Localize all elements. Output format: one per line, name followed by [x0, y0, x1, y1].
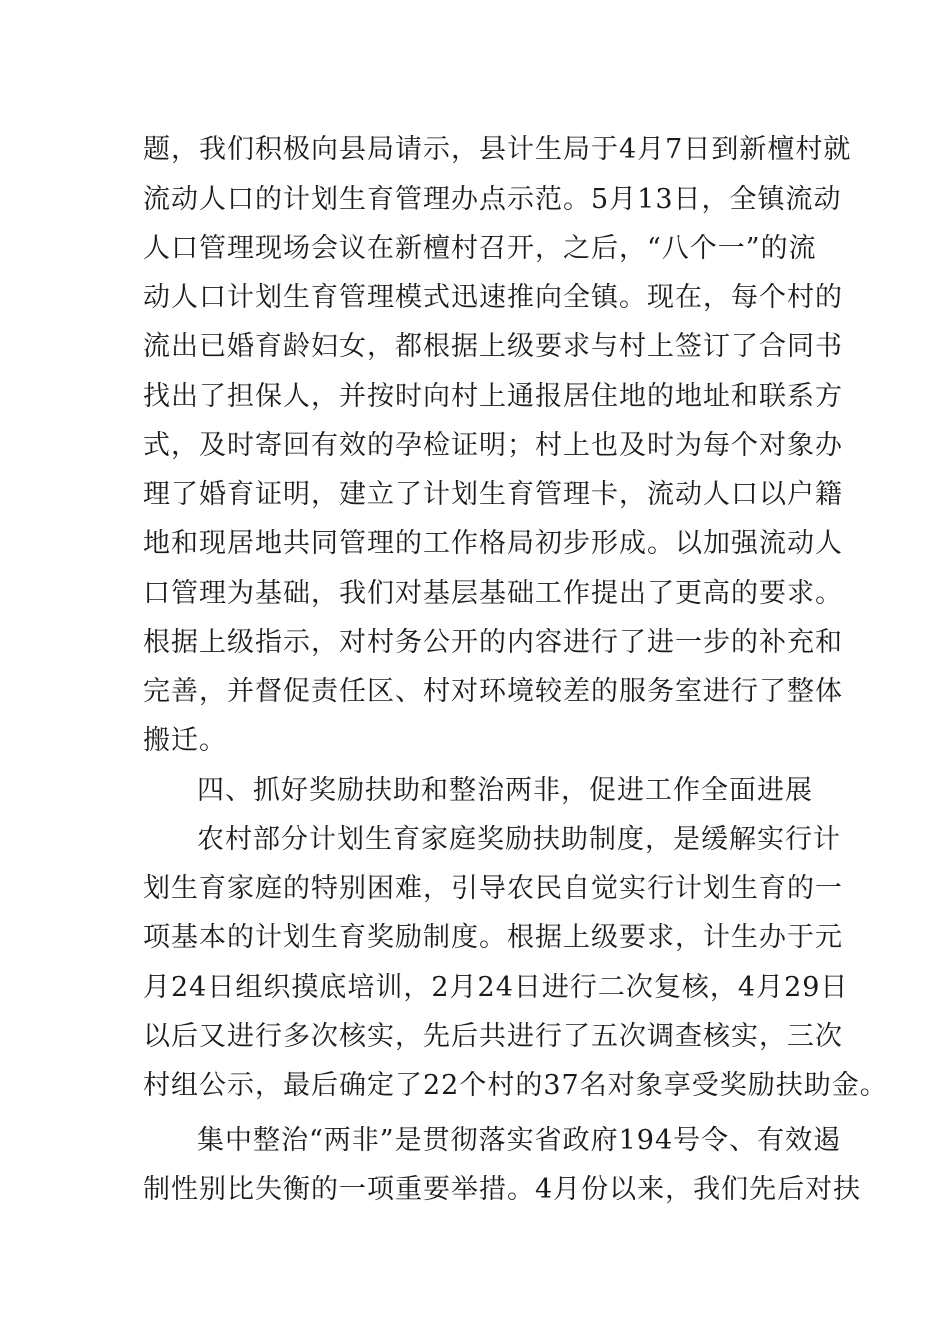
text-line: 月24日组织摸底培训，2月24日进行二次复核，4月29日 — [143, 972, 849, 1003]
text-line: 划生育家庭的特别困难，引导农民自觉实行计划生育的一 — [143, 873, 843, 904]
text-line: 题，我们积极向县局请示，县计生局于4月7日到新檀村就 — [143, 134, 852, 165]
text-line: 流出已婚育龄妇女，都根据上级要求与村上签订了合同书 — [143, 331, 843, 362]
text-line: 以后又进行多次核实，先后共进行了五次调查核实，三次 — [143, 1021, 843, 1052]
text-line: 项基本的计划生育奖励制度。根据上级要求，计生办于元 — [143, 922, 843, 953]
text-line: 找出了担保人，并按时向村上通报居住地的地址和联系方 — [143, 381, 843, 412]
text-line: 理了婚育证明，建立了计划生育管理卡，流动人口以户籍 — [143, 479, 843, 510]
text-line: 制性别比失衡的一项重要举措。4月份以来，我们先后对扶 — [143, 1174, 862, 1205]
text-line: 动人口计划生育管理模式迅速推向全镇。现在，每个村的 — [143, 282, 843, 313]
text-line: 式，及时寄回有效的孕检证明；村上也及时为每个对象办 — [143, 430, 843, 461]
text-line: 人口管理现场会议在新檀村召开，之后，“八个一”的流 — [143, 233, 817, 264]
text-line: 地和现居地共同管理的工作格局初步形成。以加强流动人 — [143, 528, 843, 559]
paragraph-start: 集中整治“两非”是贯彻落实省政府194号令、有效遏 — [197, 1125, 842, 1156]
text-line: 村组公示，最后确定了22个村的37名对象享受奖励扶助金。 — [143, 1070, 888, 1101]
text-line: 完善，并督促责任区、村对环境较差的服务室进行了整体 — [143, 676, 843, 707]
text-line: 搬迁。 — [143, 725, 227, 756]
paragraph-start: 农村部分计划生育家庭奖励扶助制度，是缓解实行计 — [197, 824, 841, 855]
section-heading: 四、抓好奖励扶助和整治两非，促进工作全面进展 — [197, 775, 813, 806]
text-line: 根据上级指示，对村务公开的内容进行了进一步的补充和 — [143, 627, 843, 658]
text-line: 流动人口的计划生育管理办点示范。5月13日，全镇流动 — [143, 184, 842, 215]
text-line: 口管理为基础，我们对基层基础工作提出了更高的要求。 — [143, 578, 843, 609]
